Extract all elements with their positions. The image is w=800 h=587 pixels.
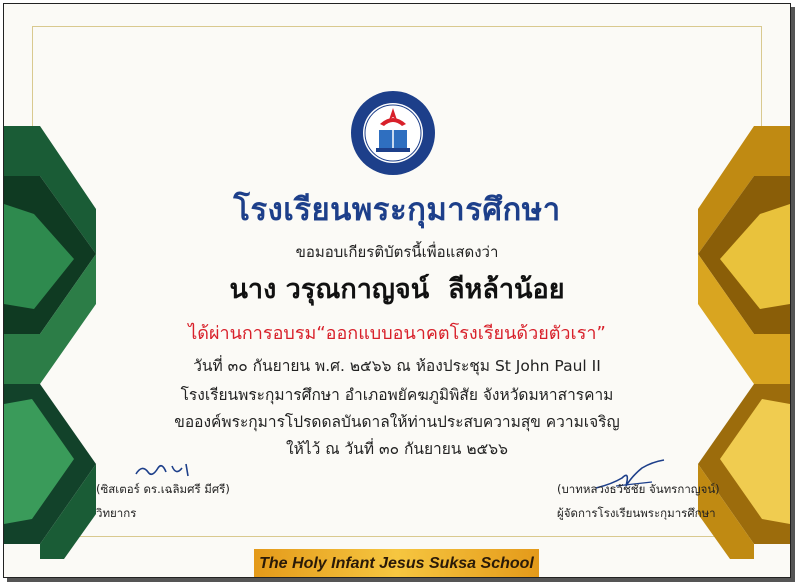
left-signatory-title: วิทยากร xyxy=(96,506,137,520)
recipient-name: นาง วรุณกาญจน์ ลีหล้าน้อย xyxy=(229,274,565,305)
detail-line: วันที่ ๓๐ กันยายน พ.ศ. ๒๕๖๖ ณ ห้องประชุม St John Paul II xyxy=(193,357,601,375)
left-signatory-name: (ซิสเตอร์ ดร.เฉลิมศรี มีศรี) xyxy=(96,482,230,496)
footer-label: The Holy Infant Jesus Suksa School xyxy=(259,555,534,572)
detail-line: ให้ไว้ ณ วันที่ ๓๐ กันยายน ๒๕๖๖ xyxy=(286,440,508,458)
intro-text: ขอมอบเกียรติบัตรนี้เพื่อแสดงว่า xyxy=(295,243,499,261)
detail-line: โรงเรียนพระกุมารศึกษา อำเภอพยัคฆภูมิพิสัย จังหวัดมหาสารคาม xyxy=(180,386,614,404)
right-signatory-title: ผู้จัดการโรงเรียนพระกุมารศึกษา xyxy=(557,506,716,520)
left-signatory xyxy=(96,481,230,523)
certificate-frame xyxy=(3,3,791,578)
right-signatory-name: (บาทหลวงธวัชชัย จันทรกาญจน์) xyxy=(557,482,720,496)
school-seal-logo xyxy=(350,90,436,176)
achievement-text: ได้ผ่านการอบรม“ออกแบบอนาคตโรงเรียนด้วยตัวเรา” xyxy=(188,323,606,344)
detail-line: ขอองค์พระกุมารโปรดดลบันดาลให้ท่านประสบความสุข ความเจริญ xyxy=(174,413,620,431)
left-signature xyxy=(132,458,202,482)
footer-banner xyxy=(254,549,539,578)
school-title: โรงเรียนพระกุมารศึกษา xyxy=(233,192,561,228)
right-signatory xyxy=(557,481,720,523)
